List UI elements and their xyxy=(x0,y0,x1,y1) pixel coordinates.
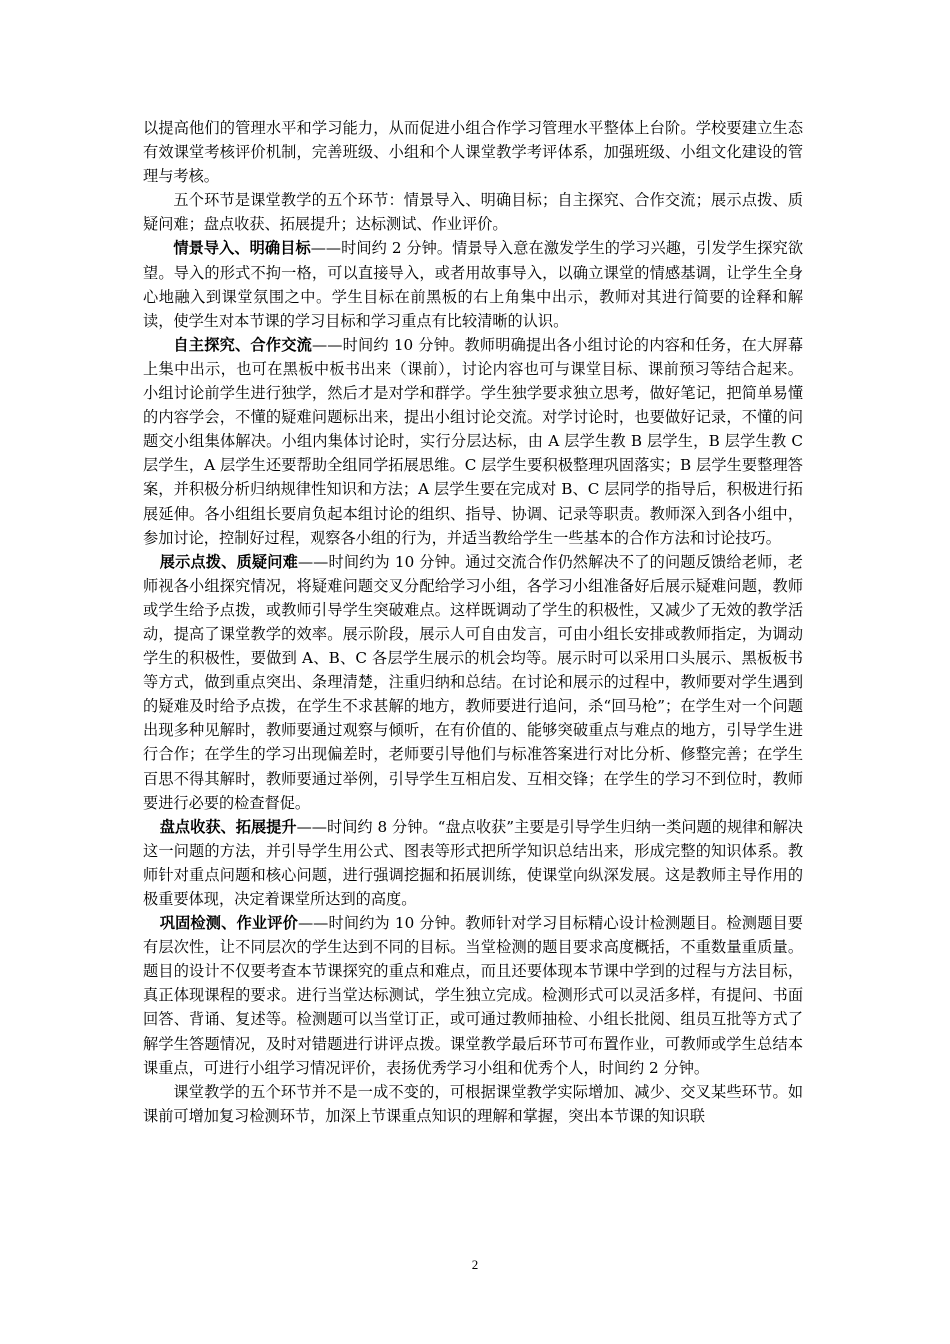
paragraph-five-steps-intro xyxy=(143,188,803,236)
section-heading: 巩固检测、作业评价 xyxy=(159,914,298,933)
paragraph-text: ——时间约 2 分钟。情景导入意在激发学生的学习兴趣，引发学生探究欲望。导入的形式不拘一格，可以直接导入，或者用故事导入，以确立课堂的情感基调，让学生全身心地融入到课堂氛围之中。学生目标在前黑板的右上角集中出示，教师对其进行简要的诠释和解读，使学生对本节课的学习目标和学习重点有比较清晰的认识。 xyxy=(143,239,804,330)
section-heading: 展示点拨、质疑问难 xyxy=(159,552,298,571)
paragraph-step-5 xyxy=(143,911,803,1080)
paragraph-text: 课堂教学的五个环节并不是一成不变的，可根据课堂教学实际增加、减少、交叉某些环节。如课前可增加复习检测环节，加深上节课重点知识的理解和掌握，突出本节课的知识联 xyxy=(143,1082,803,1125)
paragraph-text: 五个环节是课堂教学的五个环节：情景导入、明确目标；自主探究、合作交流；展示点拨、质疑问难；盘点收获、拓展提升；达标测试、作业评价。 xyxy=(143,191,803,234)
paragraph-text: ——时间约为 10 分钟。教师针对学习目标精心设计检测题目。检测题目要有层次性，让不同层次的学生达到不同的目标。当堂检测的题目要求高度概括，不重数量重质量。题目的设计不仅要考查本节课探究的重点和难点，而且还要体现本节课中学到的过程与方法目标，真正体现课程的要求。进行当堂达标测试，学生独立完成。检测形式可以灵活多样，有提问、书面回答、背诵、复述等。检测题可以当堂订正，或可通过教师抽检、小组长批阅、组员互批等方式了解学生答题情况，及时对错题进行讲评点拨。课堂教学最后环节可布置作业，可教师或学生总结本课重点，可进行小组学习情况评价，表扬优秀学习小组和优秀个人，时间约 2 分钟。 xyxy=(143,914,803,1077)
paragraph-step-4 xyxy=(143,815,803,911)
paragraph-text: ——时间约为 10 分钟。通过交流合作仍然解决不了的问题反馈给老师，老师视各小组探究情况，将疑难问题交叉分配给学习小组，各学习小组准备好后展示疑难问题，教师或学生给予点拨，或教师引导学生突破难点。这样既调动了学生的积极性，又减少了无效的教学活动，提高了课堂教学的效率。展示阶段，展示人可自由发言，可由小组长安排或教师指定，为调动学生的积极性，要做到 A、B、C 各层学生展示的机会均等。展示时可以采用口头展示、黑板板书等方式，做到重点突出、条理清楚，注重归纳和总结。在讨论和展示的过程中，教师要对学生遇到的疑难及时给予点拨，在学生不求甚解的地方，教师要进行追问，杀“回马枪”；在学生对一个问题出现多种见解时，教师要通过观察与倾听，在有价值的、能够突破重点与难点的地方，引导学生进行合作；在学生的学习出现偏差时，老师要引导他们与标准答案进行对比分析、修整完善；在学生百思不得其解时，教师要通过举例，引导学生互相启发、互相交锋；在学生的学习不到位时，教师要进行必要的检查督促。 xyxy=(143,552,803,812)
paragraph-text: 以提高他们的管理水平和学习能力，从而促进小组合作学习管理水平整体上台阶。学校要建立生态有效课堂考核评价机制，完善班级、小组和个人课堂教学考评体系，加强班级、小组文化建设的管理与考核。 xyxy=(143,119,803,186)
section-heading: 自主探究、合作交流 xyxy=(173,335,312,354)
paragraph-continuation xyxy=(143,116,803,188)
page-number: 2 xyxy=(471,1257,479,1272)
paragraph-step-2 xyxy=(143,333,803,550)
section-heading: 情景导入、明确目标 xyxy=(173,239,311,258)
paragraph-conclusion xyxy=(143,1080,803,1128)
document-body xyxy=(143,116,803,1128)
paragraph-step-3 xyxy=(143,550,803,815)
paragraph-step-1 xyxy=(143,236,803,332)
section-heading: 盘点收获、拓展提升 xyxy=(159,817,297,836)
paragraph-text: ——时间约 8 分钟。“盘点收获”主要是引导学生归纳一类问题的规律和解决这一问题的方法，并引导学生用公式、图表等形式把所学知识总结出来，形成完整的知识体系。教师针对重点问题和核心问题，进行强调挖掘和拓展训练，使课堂向纵深发展。这是教师主导作用的极重要体现，决定着课堂所达到的高度。 xyxy=(143,817,803,908)
paragraph-text: ——时间约 10 分钟。教师明确提出各小组讨论的内容和任务，在大屏幕上集中出示，也可在黑板中板书出来（课前），讨论内容也可与课堂目标、课前预习等结合起来。小组讨论前学生进行独学，然后才是对学和群学。学生独学要求独立思考，做好笔记，把简单易懂的内容学会，不懂的疑难问题标出来，提出小组讨论交流。对学讨论时，也要做好记录，不懂的问题交小组集体解决。小组内集体讨论时，实行分层达标，由 A 层学生教 B 层学生，B 层学生教 C 层学生，A 层学生还要帮助全组同学拓展思维。C 层学生要积极整理巩固落实；B 层学生要整理答案，并积极分析归纳规律性知识和方法；A 层学生要在完成对 B、C 层同学的指导后，积极进行拓展延伸。各小组组长要肩负起本组讨论的组织、指导、协调、记录等职责。教师深入到各小组中，参加讨论，控制好过程，观察各小组的行为，并适当教给学生一些基本的合作方法和讨论技巧。 xyxy=(143,335,804,547)
